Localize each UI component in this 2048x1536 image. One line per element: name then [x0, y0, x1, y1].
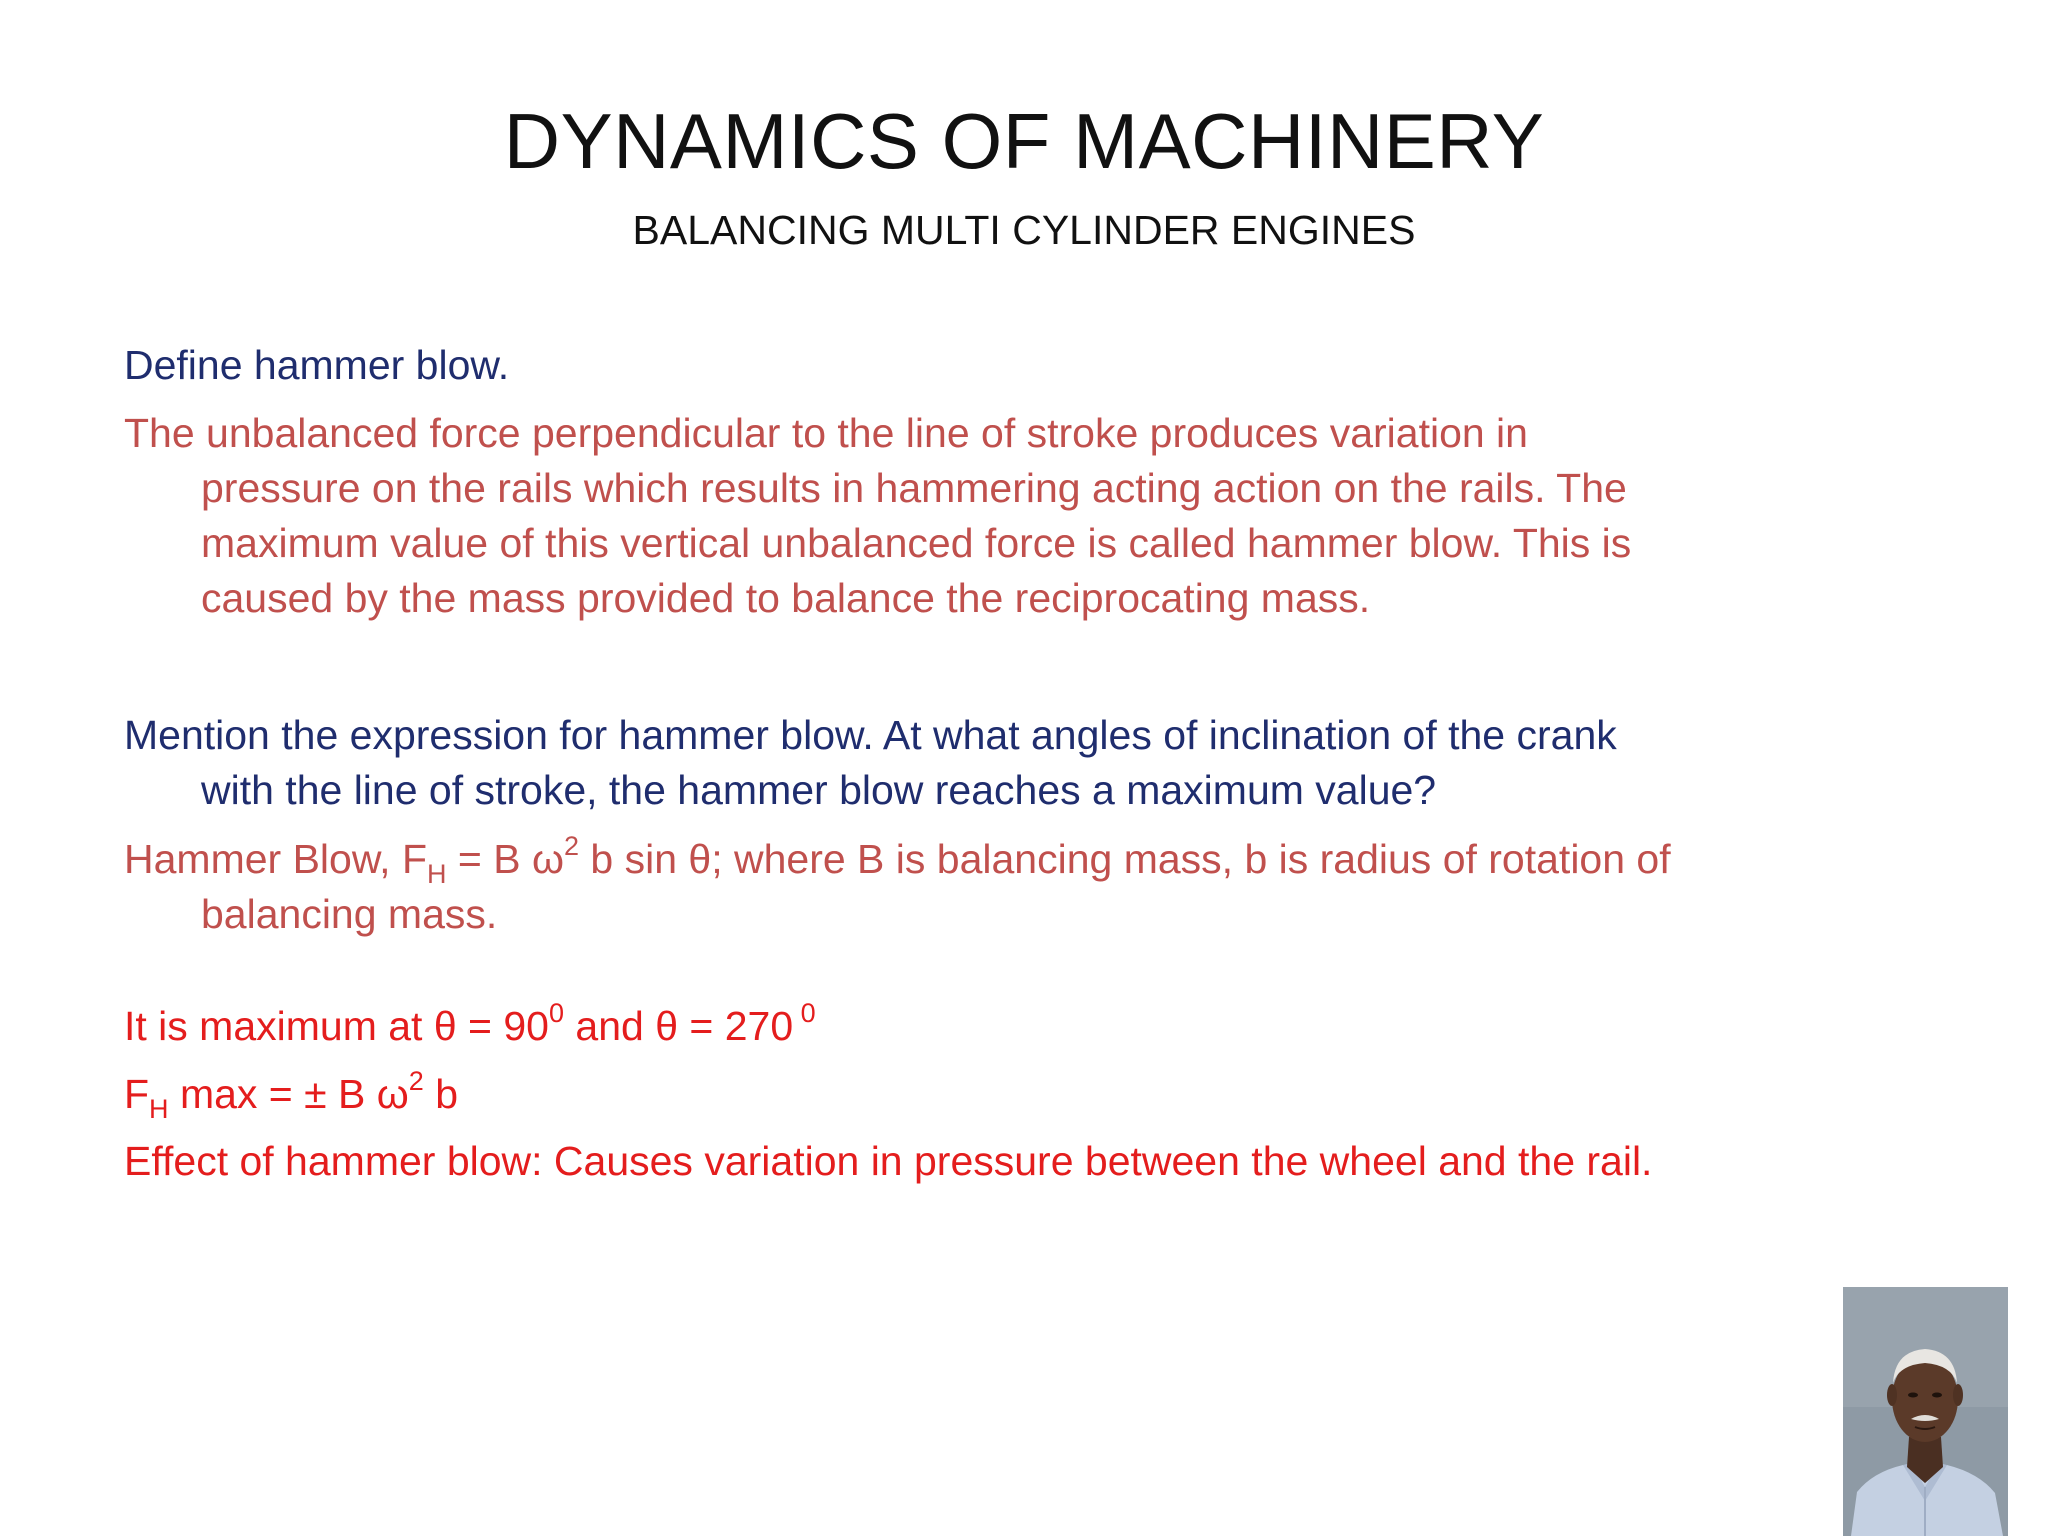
answer-hammer-blow-expression: [124, 832, 1671, 942]
answer-line: balancing mass.: [201, 891, 498, 937]
presenter-video-thumbnail: [1843, 1287, 2008, 1536]
slide-title: DYNAMICS OF MACHINERY: [503, 97, 1545, 185]
fh-max-mid: max = ± B ω: [168, 1071, 409, 1117]
question-define-hammer-blow: [124, 338, 509, 393]
answer-line: pressure on the rails which results in hammering acting action on the rails. The: [201, 465, 1627, 511]
formula-prefix: Hammer Blow, F: [124, 836, 427, 882]
formula-mid: = B ω: [446, 836, 564, 882]
fh-max-line: [124, 1067, 458, 1122]
question-line: Mention the expression for hammer blow. At what angles of inclination of the crank: [124, 712, 1617, 758]
answer-hammer-blow-definition: [124, 406, 1631, 626]
max-text-1: It is maximum at θ = 90: [124, 1003, 549, 1049]
fh-max-end: b: [423, 1071, 458, 1117]
subscript: H: [427, 859, 447, 889]
superscript: 0: [548, 998, 564, 1028]
answer-line: caused by the mass provided to balance the reciprocating mass.: [201, 575, 1371, 621]
question-line: with the line of stroke, the hammer blow reaches a maximum value?: [201, 767, 1437, 813]
max-angle-line: [124, 999, 816, 1054]
subscript: H: [149, 1094, 169, 1124]
formula-suffix: b sin θ; where B is balancing mass, b is radius of rotation of: [579, 836, 1671, 882]
fh-symbol: F: [124, 1071, 150, 1117]
question-text: Define hammer blow.: [124, 342, 510, 388]
answer-line: The unbalanced force perpendicular to the line of stroke produces variation in: [124, 410, 1528, 456]
question-hammer-blow-expression: [124, 708, 1617, 818]
formula-line: [124, 832, 1671, 887]
max-text-2: and θ = 270: [564, 1003, 794, 1049]
max-angle-statement: [124, 999, 816, 1054]
fh-max-formula: [124, 1067, 458, 1122]
superscript: 0: [793, 998, 816, 1028]
effect-of-hammer-blow: [124, 1134, 1652, 1189]
slide-subtitle: BALANCING MULTI CYLINDER ENGINES: [632, 207, 1416, 253]
presenter-portrait-icon: [1843, 1287, 2008, 1536]
superscript: 2: [563, 831, 580, 861]
answer-line: maximum value of this vertical unbalanced force is called hammer blow. This is: [201, 520, 1632, 566]
effect-text: Effect of hammer blow: Causes variation in pressure between the wheel and the rail.: [124, 1138, 1653, 1184]
superscript: 2: [408, 1066, 424, 1096]
